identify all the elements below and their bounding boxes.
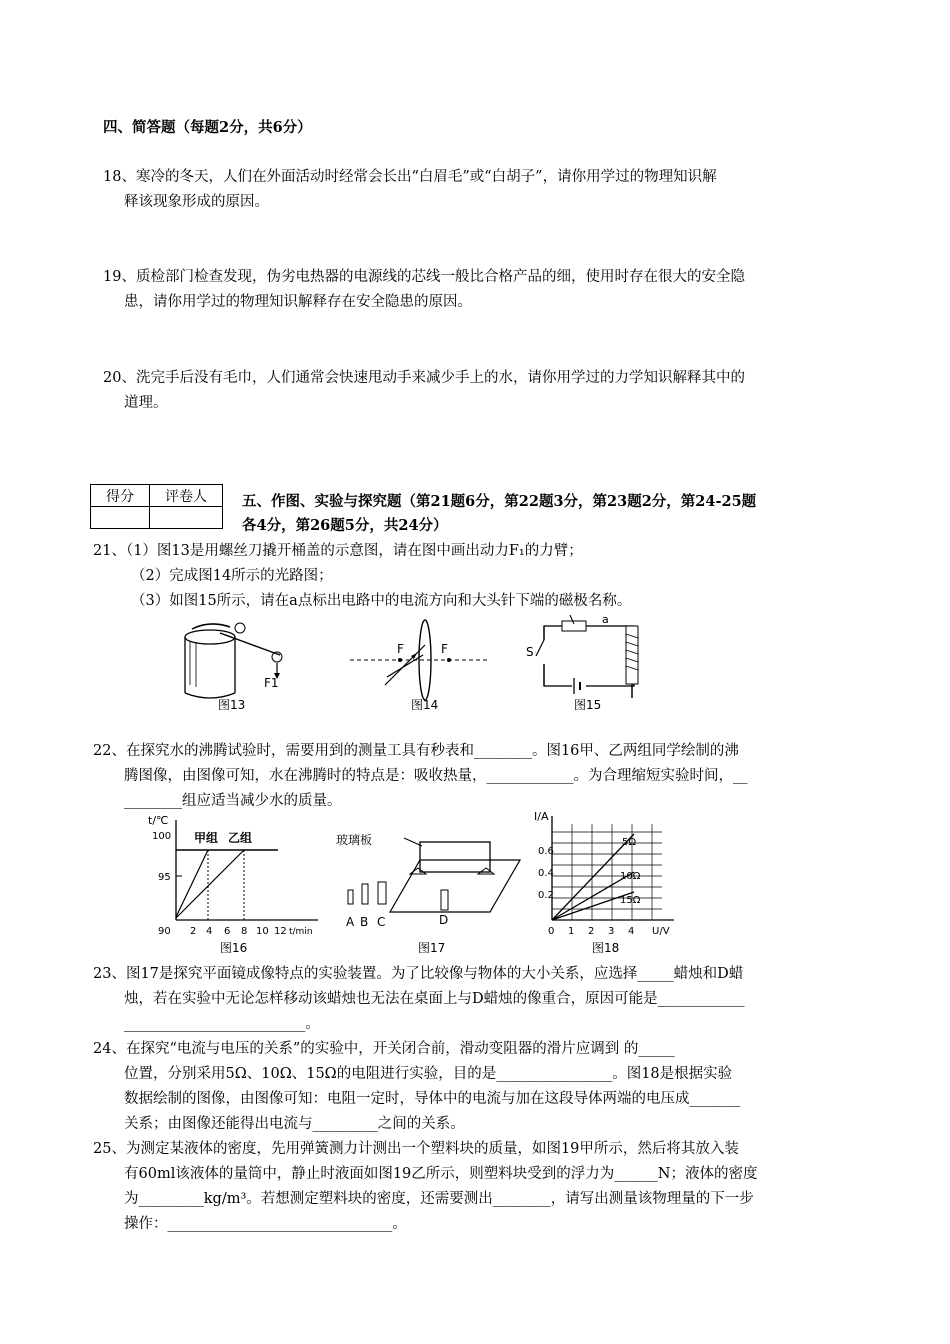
- figure-17: [336, 830, 530, 957]
- switch-label: S: [526, 645, 534, 659]
- figure-15-caption: 图15: [574, 698, 602, 712]
- question-22-line2: 腾图像，由图像可知，水在沸腾时的特点是：吸收热量，____________。为合理缩短实验时间，__: [124, 768, 748, 784]
- section5-title-line1: 五、作图、实验与探究题（第21题6分，第22题3分，第23题2分，第24-25题: [242, 493, 757, 510]
- figure-14: [345, 615, 495, 715]
- f18-ytick: 0.2: [538, 890, 554, 901]
- group-jia-label: 甲组: [194, 831, 219, 845]
- f18-ytick: 0.4: [538, 868, 554, 879]
- f16-xtick: 12: [274, 926, 287, 937]
- focal-f1: F: [397, 642, 404, 656]
- r-5-ohm-label: 5Ω: [622, 837, 637, 848]
- f18-ylabel: I/A: [534, 810, 549, 823]
- f16-ytick: 100: [152, 831, 172, 842]
- figure-18-caption: 图18: [592, 941, 620, 955]
- section5-title-line2: 各4分，第26题5分，共24分）: [242, 517, 448, 534]
- f18-ytick: 0.6: [538, 846, 554, 857]
- f18-xlabel: U/V: [652, 926, 670, 937]
- question-21-line2: （2）完成图14所示的光路图；: [131, 568, 333, 584]
- figure-13: [180, 615, 300, 715]
- f18-xtick: 2: [588, 926, 595, 937]
- figure-18: [534, 812, 694, 957]
- question-24-line1: 24、在探究“电流与电压的关系”的实验中，开关闭合前，滑动变阻器的滑片应调到 的_____: [93, 1041, 675, 1057]
- figure-16-caption: 图16: [220, 941, 248, 955]
- question-21-line1: 21、（1）图13是用螺丝刀撬开桶盖的示意图，请在图中画出动力F₁的力臂；: [93, 543, 583, 559]
- candle-b-label: B: [360, 915, 369, 929]
- f18-xtick: 3: [608, 926, 615, 937]
- score-header: 得分: [91, 485, 150, 507]
- f18-xtick: 4: [628, 926, 635, 937]
- f16-xtick: 10: [256, 926, 269, 937]
- point-a-label: a: [602, 613, 609, 626]
- r-15-ohm-label: 15Ω: [620, 895, 641, 906]
- question-25-line4: 操作：_______________________________。: [124, 1216, 407, 1232]
- f18-xtick: 0: [548, 926, 555, 937]
- f16-ylabel: t/℃: [148, 814, 169, 827]
- candle-c-label: C: [377, 915, 386, 929]
- f16-ytick: 95: [158, 872, 171, 883]
- question-24-line2: 位置，分别采用5Ω、10Ω、15Ω的电阻进行实验，目的是________________。图18是根据实验: [124, 1066, 733, 1082]
- figure-16: [148, 812, 328, 957]
- question-18-line2: 释该现象形成的原因。: [124, 194, 269, 210]
- question-25-line3: 为_________kg/m³。若想测定塑料块的密度，还需要测出________，请写出测量该物理量的下一步: [124, 1191, 754, 1207]
- question-20-line2: 道理。: [124, 395, 168, 411]
- question-19-line2: 患，请你用学过的物理知识解释存在安全隐患的原因。: [124, 294, 472, 310]
- f1-label: F1: [264, 676, 279, 690]
- question-22-line3: ________组应适当减少水的质量。: [124, 793, 342, 809]
- f16-xtick: 2: [190, 926, 197, 937]
- figure-15: [522, 612, 662, 715]
- f18-xtick: 1: [568, 926, 575, 937]
- grader-cell: [150, 507, 223, 529]
- score-table: [90, 484, 223, 529]
- figure-17-caption: 图17: [418, 941, 446, 955]
- f16-xtick: 4: [206, 926, 213, 937]
- question-21-line3: （3）如图15所示，请在a点标出电路中的电流方向和大头针下端的磁极名称。: [131, 593, 632, 609]
- question-23-line1: 23、图17是探究平面镜成像特点的实验装置。为了比较像与物体的大小关系，应选择_____蜡烛和D蜡: [93, 966, 744, 982]
- section-title: 四、简答题（每题2分，共6分）: [103, 119, 312, 136]
- question-24-line3: 数据绘制的图像，由图像可知：电阻一定时，导体中的电流与加在这段导体两端的电压成_______: [124, 1091, 741, 1107]
- question-25-line2: 有60ml该液体的量筒中，静止时液面如图19乙所示，则塑料块受到的浮力为______N；液体的密度: [124, 1166, 758, 1182]
- candle-a-label: A: [346, 915, 355, 929]
- f16-xtick: 6: [224, 926, 231, 937]
- score-cell: [91, 507, 150, 529]
- grader-header: 评卷人: [150, 485, 223, 507]
- f16-ytick: 90: [158, 926, 171, 937]
- group-yi-label: 乙组: [228, 831, 253, 845]
- f16-xlabel: t/min: [289, 927, 313, 937]
- candle-d-label: D: [439, 913, 449, 927]
- glass-plate-label: 玻璃板: [336, 833, 373, 847]
- figure-13-caption: 图13: [218, 698, 246, 712]
- question-24-line4: 关系；由图像还能得出电流与_________之间的关系。: [124, 1116, 465, 1132]
- question-20-line1: 20、洗完手后没有毛巾，人们通常会快速甩动手来减少手上的水，请你用学过的力学知识解释其中的: [103, 370, 745, 386]
- f16-xtick: 8: [241, 926, 248, 937]
- question-22-line1: 22、在探究水的沸腾试验时，需要用到的测量工具有秒表和________。图16甲、乙两组同学绘制的沸: [93, 743, 739, 759]
- question-18-line1: 18、寒冷的冬天，人们在外面活动时经常会长出“白眉毛”或“白胡子”，请你用学过的物理知识解: [103, 169, 717, 185]
- question-23-line2: 烛，若在实验中无论怎样移动该蜡烛也无法在桌面上与D蜡烛的像重合，原因可能是____________: [124, 991, 745, 1007]
- figure-14-caption: 图14: [411, 698, 439, 712]
- question-25-line1: 25、为测定某液体的密度，先用弹簧测力计测出一个塑料块的质量，如图19甲所示，然后将其放入装: [93, 1141, 739, 1157]
- r-10-ohm-label: 10Ω: [620, 871, 641, 882]
- question-19-line1: 19、质检部门检查发现，伪劣电热器的电源线的芯线一般比合格产品的细，使用时存在很大的安全隐: [103, 269, 745, 285]
- focal-f2: F: [441, 642, 448, 656]
- question-23-line3: _________________________。: [124, 1016, 320, 1032]
